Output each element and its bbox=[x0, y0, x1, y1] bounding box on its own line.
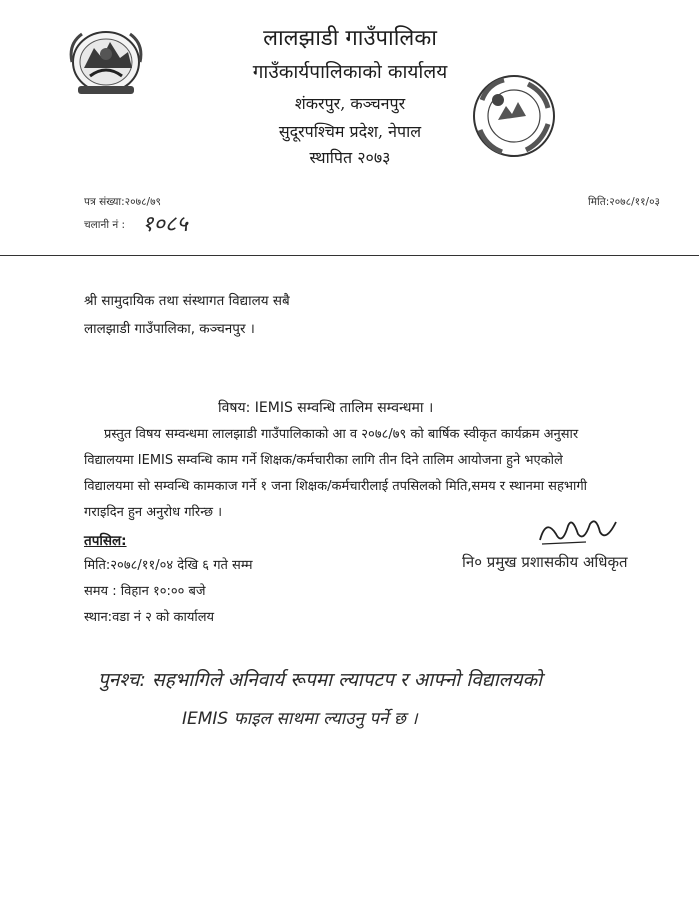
details-time: समय : विहान १०:०० बजे bbox=[84, 584, 206, 599]
subject-line: विषय: IEMIS सम्वन्धि तालिम सम्वन्धमा । bbox=[218, 400, 434, 416]
details-place: स्थान:वडा नं २ को कार्यालय bbox=[84, 610, 215, 625]
office-name: गाउँकार्यपालिकाको कार्यालय bbox=[252, 61, 448, 83]
office-location: शंकरपुर, कञ्चनपुर bbox=[294, 94, 406, 113]
body-line: प्रस्तुत विषय सम्वन्धमा लालझाडी गाउँपालिकाको आ व २०७८/७९ को बार्षिक स्वीकृत कार्यक्रम अनुसार bbox=[104, 427, 579, 442]
chalani-label: चलानी नं : bbox=[84, 219, 126, 231]
body-line: विद्यालयमा IEMIS सम्वन्धि काम गर्ने शिक्षक/कर्मचारीका लागि तीन दिने तालिम आयोजना हुने भएकोले bbox=[84, 453, 563, 468]
body-line: विद्यालयमा सो सम्वन्धि कामकाज गर्ने १ जना शिक्षक/कर्मचारीलाई तपसिलको मिति,समय र स्थानमा सहभागी bbox=[84, 479, 588, 494]
org-name: लालझाडी गाउँपालिका bbox=[263, 26, 437, 51]
header-divider bbox=[0, 255, 699, 256]
details-date: मिति:२०७८/११/०४ देखि ६ गते सम्म bbox=[84, 558, 253, 573]
recipient-line-2: लालझाडी गाउँपालिका, कञ्चनपुर । bbox=[84, 321, 255, 337]
government-emblem-icon bbox=[66, 24, 146, 98]
signature-icon bbox=[536, 512, 620, 552]
chalani-number: १०८५ bbox=[142, 212, 188, 237]
letter-date: मिति:२०७८/११/०३ bbox=[588, 196, 660, 208]
office-seal-icon bbox=[468, 70, 560, 162]
patra-sankhya: पत्र संख्या:२०७८/७९ bbox=[84, 196, 161, 208]
province: सुदूरपश्चिम प्रदेश, नेपाल bbox=[278, 122, 422, 141]
details-heading: तपसिल: bbox=[84, 533, 127, 549]
signatory-title: नि० प्रमुख प्रशासकीय अधिकृत bbox=[462, 553, 628, 571]
postscript-line-2: IEMIS फाइल साथमा ल्याउनु पर्ने छ । bbox=[182, 709, 418, 729]
body-line: गराइदिन हुन अनुरोध गरिन्छ । bbox=[84, 505, 223, 520]
recipient-line-1: श्री सामुदायिक तथा संस्थागत विद्यालय सबै bbox=[84, 293, 290, 309]
postscript-line-1: पुनश्च: सहभागिले अनिवार्य रूपमा ल्यापटप र आफ्नो विद्यालयको bbox=[98, 669, 543, 691]
established: स्थापित २०७३ bbox=[309, 148, 391, 167]
